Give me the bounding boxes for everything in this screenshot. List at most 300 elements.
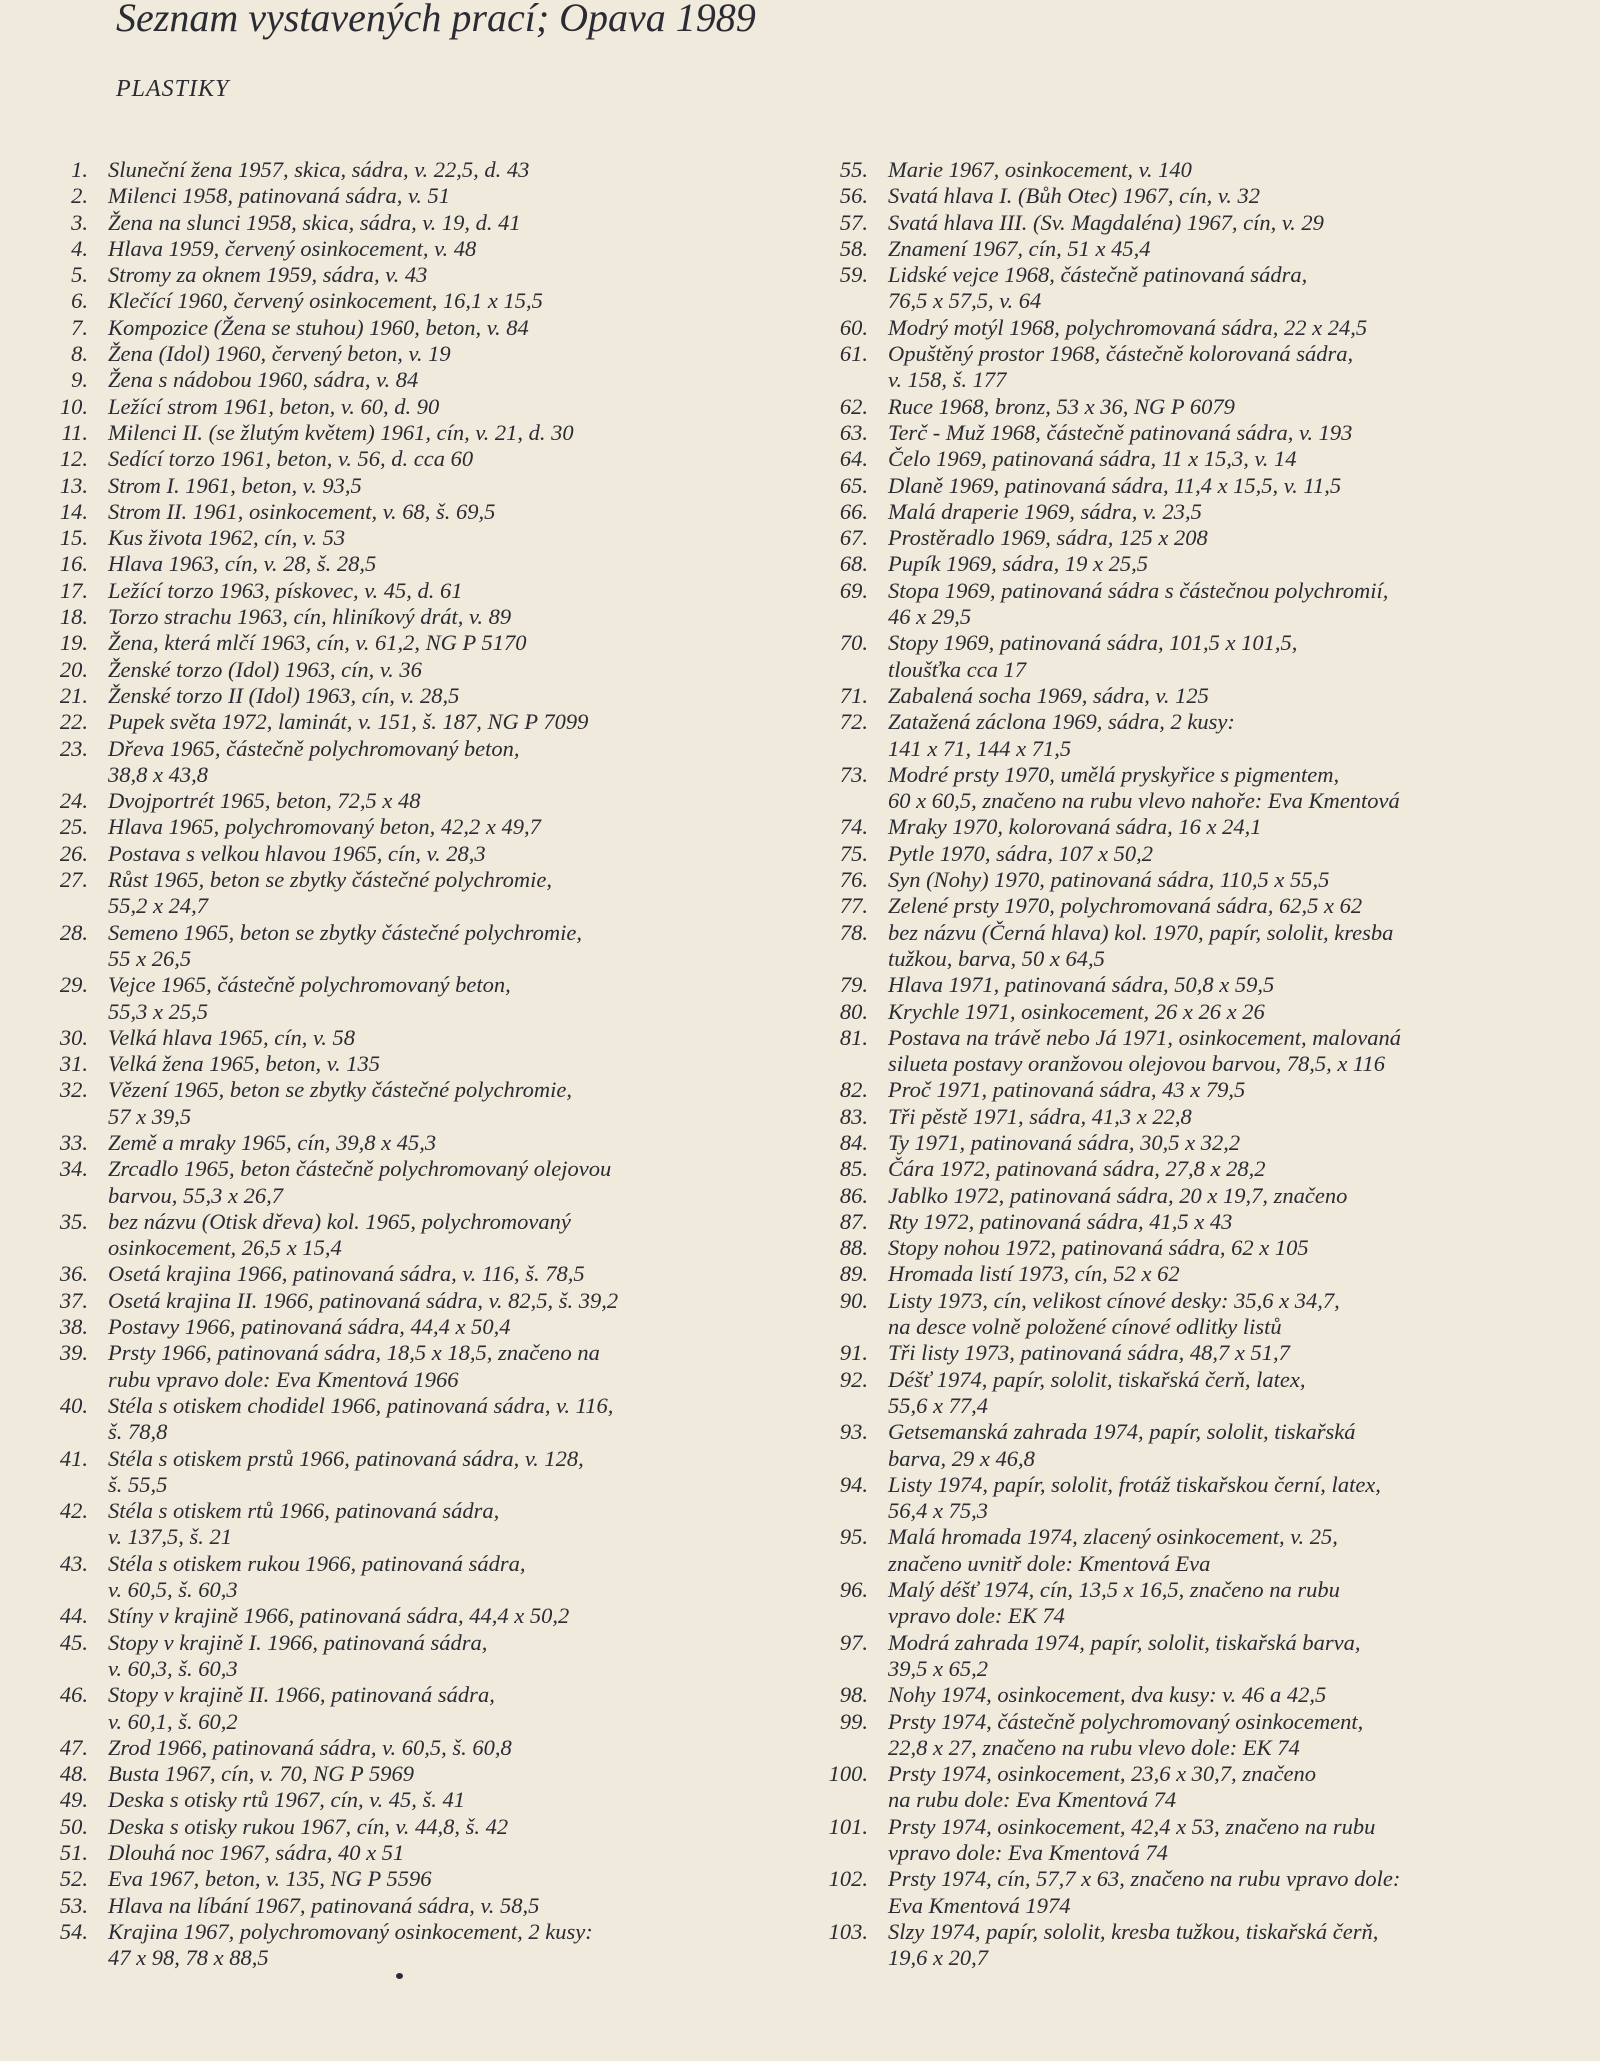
entry-text: Tři pěstě 1971, sádra, 41,3 x 22,8 bbox=[888, 1103, 1192, 1129]
entry-text: Svatá hlava III. (Sv. Magdaléna) 1967, cín, v. 29 bbox=[888, 209, 1324, 235]
entry-number: 42. bbox=[59, 1498, 88, 1524]
list-item bbox=[810, 1761, 1570, 1814]
entry-number: 60. bbox=[839, 314, 868, 340]
entry-text: Ruce 1968, bronz, 53 x 36, NG P 6079 bbox=[888, 393, 1235, 419]
list-item bbox=[36, 1630, 776, 1683]
entry-number: 82. bbox=[839, 1077, 868, 1103]
list-item bbox=[36, 814, 776, 840]
list-item bbox=[810, 446, 1570, 472]
list-item bbox=[810, 394, 1570, 420]
entry-text: Malá draperie 1969, sádra, v. 23,5 bbox=[888, 498, 1202, 524]
entry-text: Hlava na líbání 1967, patinovaná sádra, v. 58,5 bbox=[108, 1892, 540, 1918]
entry-number: 94. bbox=[839, 1471, 868, 1497]
entry-number: 23. bbox=[59, 735, 88, 761]
entry-number: 38. bbox=[59, 1314, 88, 1340]
entry-text: Zrcadlo 1965, beton částečně polychromovaný olejovou barvou, 55,3 x 26,7 bbox=[108, 1156, 612, 1208]
entry-text: Prsty 1974, částečně polychromovaný osinkocement, 22,8 x 27, značeno na rubu vlevo dole: EK 74 bbox=[888, 1708, 1364, 1760]
entry-number: 101. bbox=[828, 1813, 868, 1839]
entry-number: 70. bbox=[839, 630, 868, 656]
list-item bbox=[810, 578, 1570, 631]
entry-text: Krajina 1967, polychromovaný osinkocement, 2 kusy: 47 x 98, 78 x 88,5 bbox=[108, 1918, 593, 1971]
entry-number: 79. bbox=[839, 972, 868, 998]
list-item bbox=[810, 210, 1570, 236]
entry-number: 59. bbox=[839, 262, 868, 288]
list-item bbox=[810, 262, 1570, 315]
entry-text: Osetá krajina 1966, patinovaná sádra, v. 116, š. 78,5 bbox=[108, 1261, 585, 1287]
entry-text: Milenci 1958, patinovaná sádra, v. 51 bbox=[108, 183, 451, 209]
entry-text: Listy 1974, papír, sololit, frotáž tiskařskou černí, latex, 56,4 x 75,3 bbox=[888, 1471, 1381, 1524]
entry-text: Postava s velkou hlavou 1965, cín, v. 28,3 bbox=[108, 840, 486, 866]
entry-number: 49. bbox=[59, 1787, 88, 1813]
list-item bbox=[36, 1446, 776, 1499]
list-item bbox=[810, 814, 1570, 840]
entry-number: 75. bbox=[839, 840, 868, 866]
entry-number: 72. bbox=[839, 709, 868, 735]
entry-text: Ležící strom 1961, beton, v. 60, d. 90 bbox=[108, 393, 440, 419]
entry-number: 30. bbox=[59, 1024, 88, 1050]
list-item bbox=[810, 1340, 1570, 1366]
entry-text: Syn (Nohy) 1970, patinovaná sádra, 110,5 x 55,5 bbox=[888, 867, 1330, 893]
entry-text: Hlava 1971, patinovaná sádra, 50,8 x 59,5 bbox=[888, 972, 1275, 998]
entry-text: Stéla s otiskem rukou 1966, patinovaná sádra, v. 60,5, š. 60,3 bbox=[108, 1550, 526, 1603]
list-item bbox=[36, 1814, 776, 1840]
entry-text: Ty 1971, patinovaná sádra, 30,5 x 32,2 bbox=[888, 1129, 1241, 1155]
entry-number: 41. bbox=[59, 1445, 88, 1471]
entry-number: 99. bbox=[839, 1708, 868, 1734]
entry-number: 16. bbox=[59, 551, 88, 577]
entry-number: 7. bbox=[71, 314, 88, 340]
ink-speck bbox=[396, 1973, 403, 1979]
entry-text: Milenci II. (se žlutým květem) 1961, cín, v. 21, d. 30 bbox=[108, 419, 574, 445]
entry-text: Žena s nádobou 1960, sádra, v. 84 bbox=[108, 367, 419, 393]
entry-number: 31. bbox=[59, 1051, 88, 1077]
entry-text: Žena na slunci 1958, skica, sádra, v. 19, d. 41 bbox=[108, 209, 521, 235]
entry-number: 5. bbox=[71, 262, 88, 288]
list-item bbox=[810, 236, 1570, 262]
list-item bbox=[36, 1893, 776, 1919]
entry-number: 54. bbox=[59, 1918, 88, 1944]
entry-number: 35. bbox=[59, 1208, 88, 1234]
entry-number: 97. bbox=[839, 1629, 868, 1655]
list-item bbox=[36, 1051, 776, 1077]
list-item bbox=[810, 1130, 1570, 1156]
entry-text: Strom II. 1961, osinkocement, v. 68, š. 69,5 bbox=[108, 498, 496, 524]
list-item bbox=[36, 1025, 776, 1051]
entry-number: 12. bbox=[59, 446, 88, 472]
entry-number: 47. bbox=[59, 1734, 88, 1760]
entry-text: Terč - Muž 1968, částečně patinovaná sádra, v. 193 bbox=[888, 419, 1353, 445]
entry-number: 87. bbox=[839, 1208, 868, 1234]
entry-text: Pupík 1969, sádra, 19 x 25,5 bbox=[888, 551, 1148, 577]
list-item bbox=[36, 551, 776, 577]
entry-text: Vejce 1965, částečně polychromovaný beton, 55,3 x 25,5 bbox=[108, 972, 511, 1024]
list-item bbox=[810, 551, 1570, 577]
list-item bbox=[810, 183, 1570, 209]
entry-number: 64. bbox=[839, 446, 868, 472]
list-item bbox=[36, 210, 776, 236]
entry-text: Ženské torzo II (Idol) 1963, cín, v. 28,5 bbox=[108, 682, 460, 708]
entry-number: 21. bbox=[59, 682, 88, 708]
list-item bbox=[36, 709, 776, 735]
entry-text: Torzo strachu 1963, cín, hliníkový drát, v. 89 bbox=[108, 604, 512, 630]
entry-number: 24. bbox=[59, 788, 88, 814]
list-item bbox=[36, 657, 776, 683]
list-item bbox=[810, 683, 1570, 709]
list-item bbox=[810, 1025, 1570, 1078]
list-item bbox=[36, 604, 776, 630]
list-item bbox=[810, 1367, 1570, 1420]
entry-number: 68. bbox=[839, 551, 868, 577]
entry-text: Rty 1972, patinovaná sádra, 41,5 x 43 bbox=[888, 1208, 1233, 1234]
entry-number: 83. bbox=[839, 1103, 868, 1129]
entry-number: 96. bbox=[839, 1577, 868, 1603]
list-item bbox=[810, 762, 1570, 815]
entry-number: 71. bbox=[839, 682, 868, 708]
list-item bbox=[36, 367, 776, 393]
list-item bbox=[810, 1524, 1570, 1577]
list-item bbox=[36, 1498, 776, 1551]
entry-text: Prostěradlo 1969, sádra, 125 x 208 bbox=[888, 525, 1208, 551]
list-item bbox=[36, 288, 776, 314]
entry-number: 48. bbox=[59, 1761, 88, 1787]
entry-number: 90. bbox=[839, 1287, 868, 1313]
entry-text: Stéla s otiskem prstů 1966, patinovaná sádra, v. 128, š. 55,5 bbox=[108, 1445, 584, 1497]
list-item bbox=[810, 1156, 1570, 1182]
entry-text: Jablko 1972, patinovaná sádra, 20 x 19,7, značeno bbox=[888, 1182, 1348, 1208]
entry-text: Dvojportrét 1965, beton, 72,5 x 48 bbox=[108, 788, 421, 814]
entry-text: Stéla s otiskem chodidel 1966, patinovaná sádra, v. 116, š. 78,8 bbox=[108, 1392, 614, 1445]
list-item bbox=[36, 683, 776, 709]
list-item bbox=[810, 630, 1570, 683]
list-item bbox=[810, 1814, 1570, 1867]
entry-text: Pupek světa 1972, laminát, v. 151, š. 187, NG P 7099 bbox=[108, 709, 589, 735]
entry-number: 78. bbox=[839, 919, 868, 945]
entry-number: 62. bbox=[839, 393, 868, 419]
entry-number: 53. bbox=[59, 1892, 88, 1918]
list-item bbox=[36, 1209, 776, 1262]
entry-text: Znamení 1967, cín, 51 x 45,4 bbox=[888, 235, 1151, 261]
entry-text: Dřeva 1965, částečně polychromovaný beton, 38,8 x 43,8 bbox=[108, 735, 520, 787]
entry-text: Stíny v krajině 1966, patinovaná sádra, 44,4 x 50,2 bbox=[108, 1603, 570, 1629]
entry-text: Hlava 1959, červený osinkocement, v. 48 bbox=[108, 235, 477, 261]
entry-text: Déšť 1974, papír, sololit, tiskařská čerň, latex, 55,6 x 77,4 bbox=[888, 1366, 1306, 1418]
list-item bbox=[36, 1393, 776, 1446]
list-item bbox=[36, 315, 776, 341]
entry-text: Hromada listí 1973, cín, 52 x 62 bbox=[888, 1261, 1180, 1287]
list-item bbox=[810, 1104, 1570, 1130]
entry-text: Zrod 1966, patinovaná sádra, v. 60,5, š. 60,8 bbox=[108, 1734, 512, 1760]
entry-number: 98. bbox=[839, 1682, 868, 1708]
list-item bbox=[810, 1866, 1570, 1919]
entry-number: 66. bbox=[839, 498, 868, 524]
entry-text: Osetá krajina II. 1966, patinovaná sádra, v. 82,5, š. 39,2 bbox=[108, 1287, 619, 1313]
entry-number: 32. bbox=[59, 1077, 88, 1103]
entry-text: Sedící torzo 1961, beton, v. 56, d. cca 60 bbox=[108, 446, 474, 472]
entry-text: Stromy za oknem 1959, sádra, v. 43 bbox=[108, 262, 428, 288]
list-item bbox=[810, 893, 1570, 919]
entry-number: 2. bbox=[71, 183, 88, 209]
left-column-list bbox=[36, 157, 776, 1971]
entry-text: Listy 1973, cín, velikost cínové desky: 35,6 x 34,7, na desce volně položené cínové odlitky listů bbox=[888, 1287, 1340, 1340]
list-item bbox=[810, 525, 1570, 551]
list-item bbox=[810, 841, 1570, 867]
entry-number: 86. bbox=[839, 1182, 868, 1208]
entry-number: 80. bbox=[839, 998, 868, 1024]
entry-text: Deska s otisky rukou 1967, cín, v. 44,8, š. 42 bbox=[108, 1813, 509, 1839]
list-item bbox=[810, 1209, 1570, 1235]
entry-number: 9. bbox=[71, 367, 88, 393]
entry-text: Žena, která mlčí 1963, cín, v. 61,2, NG P 5170 bbox=[108, 630, 527, 656]
entry-text: Strom I. 1961, beton, v. 93,5 bbox=[108, 472, 362, 498]
entry-text: Stéla s otiskem rtů 1966, patinovaná sádra, v. 137,5, š. 21 bbox=[108, 1498, 500, 1550]
list-item bbox=[810, 315, 1570, 341]
entry-text: Nohy 1974, osinkocement, dva kusy: v. 46 a 42,5 bbox=[888, 1682, 1327, 1708]
list-item bbox=[810, 867, 1570, 893]
entry-number: 51. bbox=[59, 1840, 88, 1865]
entry-text: Stopa 1969, patinovaná sádra s částečnou polychromií, 46 x 29,5 bbox=[888, 577, 1389, 630]
list-item bbox=[36, 1288, 776, 1314]
list-item bbox=[36, 420, 776, 446]
entry-number: 26. bbox=[59, 840, 88, 866]
entry-text: Eva 1967, beton, v. 135, NG P 5596 bbox=[108, 1866, 432, 1892]
entry-number: 14. bbox=[59, 498, 88, 524]
entry-text: Velká hlava 1965, cín, v. 58 bbox=[108, 1024, 356, 1050]
entry-number: 93. bbox=[839, 1419, 868, 1445]
list-item bbox=[36, 1919, 776, 1972]
entry-number: 45. bbox=[59, 1629, 88, 1655]
entry-number: 10. bbox=[59, 393, 88, 419]
list-item bbox=[36, 236, 776, 262]
entry-number: 4. bbox=[71, 235, 88, 261]
list-item bbox=[810, 157, 1570, 183]
list-item bbox=[36, 1314, 776, 1340]
entry-number: 52. bbox=[59, 1866, 88, 1892]
entry-text: Kompozice (Žena se stuhou) 1960, beton, v. 84 bbox=[108, 314, 529, 340]
entry-number: 76. bbox=[839, 867, 868, 893]
list-item bbox=[36, 1735, 776, 1761]
entry-number: 102. bbox=[828, 1866, 868, 1892]
entry-text: Opuštěný prostor 1968, částečně kolorovaná sádra, v. 158, š. 177 bbox=[888, 341, 1354, 393]
entry-text: Čelo 1969, patinovaná sádra, 11 x 15,3, v. 14 bbox=[888, 446, 1297, 472]
list-item bbox=[810, 499, 1570, 525]
entry-number: 13. bbox=[59, 472, 88, 498]
entry-number: 65. bbox=[839, 472, 868, 498]
entry-number: 39. bbox=[59, 1340, 88, 1366]
list-item bbox=[36, 183, 776, 209]
list-item bbox=[810, 972, 1570, 998]
entry-number: 37. bbox=[59, 1287, 88, 1313]
list-item bbox=[810, 1235, 1570, 1261]
entry-number: 100. bbox=[828, 1761, 868, 1787]
entry-number: 61. bbox=[839, 341, 868, 367]
page-title: Seznam vystavených prací; Opava 1989 bbox=[116, 0, 756, 40]
list-item bbox=[810, 709, 1570, 762]
list-item bbox=[36, 841, 776, 867]
entry-number: 55. bbox=[839, 157, 868, 182]
entry-text: Semeno 1965, beton se zbytky částečné polychromie, 55 x 26,5 bbox=[108, 919, 583, 971]
entry-number: 8. bbox=[71, 341, 88, 367]
entry-number: 29. bbox=[59, 972, 88, 998]
entry-text: Postava na trávě nebo Já 1971, osinkocement, malovaná silueta postavy oranžovou olejovou barvou, 78,5, x 116 bbox=[888, 1024, 1402, 1077]
entry-number: 73. bbox=[839, 761, 868, 787]
list-item bbox=[810, 420, 1570, 446]
entry-number: 88. bbox=[839, 1235, 868, 1261]
entry-number: 84. bbox=[839, 1129, 868, 1155]
list-item bbox=[36, 1603, 776, 1629]
entry-number: 81. bbox=[839, 1024, 868, 1050]
entry-text: Země a mraky 1965, cín, 39,8 x 45,3 bbox=[108, 1129, 437, 1155]
entry-number: 50. bbox=[59, 1813, 88, 1839]
list-item bbox=[36, 736, 776, 789]
entry-text: Lidské vejce 1968, částečně patinovaná sádra, 76,5 x 57,5, v. 64 bbox=[888, 262, 1308, 314]
entry-number: 3. bbox=[71, 209, 88, 235]
entry-text: Krychle 1971, osinkocement, 26 x 26 x 26 bbox=[888, 998, 1265, 1024]
list-item bbox=[36, 1130, 776, 1156]
entry-text: Stopy v krajině II. 1966, patinovaná sádra, v. 60,1, š. 60,2 bbox=[108, 1682, 495, 1734]
list-item bbox=[810, 1709, 1570, 1762]
entry-number: 19. bbox=[59, 630, 88, 656]
entry-text: Malý déšť 1974, cín, 13,5 x 16,5, značeno na rubu vpravo dole: EK 74 bbox=[888, 1577, 1340, 1629]
entry-text: Zelené prsty 1970, polychromovaná sádra, 62,5 x 62 bbox=[888, 893, 1363, 919]
list-item bbox=[36, 1682, 776, 1735]
list-item bbox=[36, 972, 776, 1025]
list-item bbox=[810, 999, 1570, 1025]
entry-text: Zabalená socha 1969, sádra, v. 125 bbox=[888, 682, 1209, 708]
list-item bbox=[36, 525, 776, 551]
entry-number: 6. bbox=[71, 288, 88, 314]
entry-text: Prsty 1974, cín, 57,7 x 63, značeno na rubu vpravo dole: Eva Kmentová 1974 bbox=[888, 1866, 1401, 1918]
list-item bbox=[36, 499, 776, 525]
entry-text: Kus života 1962, cín, v. 53 bbox=[108, 525, 346, 551]
entry-text: Postavy 1966, patinovaná sádra, 44,4 x 50,4 bbox=[108, 1314, 511, 1340]
entry-text: Svatá hlava I. (Bůh Otec) 1967, cín, v. 32 bbox=[888, 183, 1260, 209]
entry-number: 11. bbox=[61, 419, 88, 445]
entry-text: Prsty 1966, patinovaná sádra, 18,5 x 18,5, značeno na rubu vpravo dole: Eva Kmentová 1966 bbox=[108, 1340, 600, 1392]
entry-text: Stopy nohou 1972, patinovaná sádra, 62 x 105 bbox=[888, 1235, 1309, 1261]
entry-number: 91. bbox=[839, 1340, 868, 1366]
list-item bbox=[36, 262, 776, 288]
entry-number: 28. bbox=[59, 919, 88, 945]
entry-text: Ženské torzo (Idol) 1963, cín, v. 36 bbox=[108, 656, 422, 682]
entry-text: Marie 1967, osinkocement, v. 140 bbox=[888, 157, 1192, 182]
entry-number: 1. bbox=[71, 157, 88, 182]
entry-number: 18. bbox=[59, 604, 88, 630]
list-item bbox=[36, 1077, 776, 1130]
entry-number: 17. bbox=[59, 577, 88, 603]
entry-text: Proč 1971, patinovaná sádra, 43 x 79,5 bbox=[888, 1077, 1246, 1103]
list-item bbox=[36, 630, 776, 656]
entry-number: 22. bbox=[59, 709, 88, 735]
list-item bbox=[36, 394, 776, 420]
list-item bbox=[810, 1577, 1570, 1630]
list-item bbox=[810, 1630, 1570, 1683]
entry-number: 103. bbox=[828, 1918, 868, 1944]
list-item bbox=[810, 1419, 1570, 1472]
entry-text: Vězení 1965, beton se zbytky částečné polychromie, 57 x 39,5 bbox=[108, 1077, 573, 1129]
entry-text: Čára 1972, patinovaná sádra, 27,8 x 28,2 bbox=[888, 1156, 1266, 1182]
entry-text: Modrá zahrada 1974, papír, sololit, tiskařská barva, 39,5 x 65,2 bbox=[888, 1629, 1361, 1681]
entry-number: 34. bbox=[59, 1156, 88, 1182]
entry-number: 85. bbox=[839, 1156, 868, 1182]
list-item bbox=[810, 1077, 1570, 1103]
list-item bbox=[810, 1682, 1570, 1708]
entry-text: Velká žena 1965, beton, v. 135 bbox=[108, 1051, 381, 1077]
entry-text: Klečící 1960, červený osinkocement, 16,1 x 15,5 bbox=[108, 288, 543, 314]
list-item bbox=[36, 1787, 776, 1813]
entry-number: 67. bbox=[839, 525, 868, 551]
list-item bbox=[36, 1840, 776, 1866]
list-item bbox=[36, 341, 776, 367]
entry-text: Getsemanská zahrada 1974, papír, sololit, tiskařská barva, 29 x 46,8 bbox=[888, 1419, 1356, 1471]
list-item bbox=[36, 473, 776, 499]
entry-text: bez názvu (Otisk dřeva) kol. 1965, polychromovaný osinkocement, 26,5 x 15,4 bbox=[108, 1208, 571, 1261]
entry-number: 44. bbox=[59, 1603, 88, 1629]
entry-number: 40. bbox=[59, 1392, 88, 1418]
entry-text: Ležící torzo 1963, pískovec, v. 45, d. 61 bbox=[108, 577, 463, 603]
right-column-list bbox=[810, 157, 1570, 1971]
entry-number: 77. bbox=[839, 893, 868, 919]
entry-number: 74. bbox=[839, 814, 868, 840]
list-item bbox=[810, 1183, 1570, 1209]
list-item bbox=[810, 1919, 1570, 1972]
entry-number: 56. bbox=[839, 183, 868, 209]
list-item bbox=[36, 1761, 776, 1787]
entry-text: Deska s otisky rtů 1967, cín, v. 45, š. 41 bbox=[108, 1787, 466, 1813]
entry-text: Hlava 1963, cín, v. 28, š. 28,5 bbox=[108, 551, 377, 577]
list-item bbox=[36, 920, 776, 973]
entry-text: Sluneční žena 1957, skica, sádra, v. 22,5, d. 43 bbox=[108, 157, 530, 182]
entry-number: 57. bbox=[839, 209, 868, 235]
entry-text: Malá hromada 1974, zlacený osinkocement, v. 25, značeno uvnitř dole: Kmentová Eva bbox=[888, 1524, 1338, 1576]
entry-number: 89. bbox=[839, 1261, 868, 1287]
entry-text: Pytle 1970, sádra, 107 x 50,2 bbox=[888, 840, 1153, 866]
entry-number: 46. bbox=[59, 1682, 88, 1708]
list-item bbox=[810, 1472, 1570, 1525]
entry-number: 33. bbox=[59, 1129, 88, 1155]
list-item bbox=[36, 867, 776, 920]
entry-number: 15. bbox=[59, 525, 88, 551]
list-item bbox=[810, 1288, 1570, 1341]
entry-text: Tři listy 1973, patinovaná sádra, 48,7 x 51,7 bbox=[888, 1340, 1290, 1366]
entry-number: 92. bbox=[839, 1366, 868, 1392]
entry-text: Stopy v krajině I. 1966, patinovaná sádra, v. 60,3, š. 60,3 bbox=[108, 1629, 488, 1681]
entry-text: Žena (Idol) 1960, červený beton, v. 19 bbox=[108, 341, 451, 367]
list-item bbox=[36, 1156, 776, 1209]
list-item bbox=[810, 1261, 1570, 1287]
entry-text: Prsty 1974, osinkocement, 42,4 x 53, značeno na rubu vpravo dole: Eva Kmentová 74 bbox=[888, 1813, 1376, 1865]
entry-text: Mraky 1970, kolorovaná sádra, 16 x 24,1 bbox=[888, 814, 1262, 840]
entry-text: Modrý motýl 1968, polychromovaná sádra, 22 x 24,5 bbox=[888, 314, 1368, 340]
entry-number: 43. bbox=[59, 1550, 88, 1576]
list-item bbox=[36, 446, 776, 472]
list-item bbox=[36, 578, 776, 604]
entry-number: 69. bbox=[839, 577, 868, 603]
entry-text: Prsty 1974, osinkocement, 23,6 x 30,7, značeno na rubu dole: Eva Kmentová 74 bbox=[888, 1761, 1317, 1813]
entry-text: Stopy 1969, patinovaná sádra, 101,5 x 101,5, tloušťka cca 17 bbox=[888, 630, 1298, 682]
entry-text: Dlaně 1969, patinovaná sádra, 11,4 x 15,5, v. 11,5 bbox=[888, 472, 1342, 498]
entry-text: Hlava 1965, polychromovaný beton, 42,2 x 49,7 bbox=[108, 814, 541, 840]
list-item bbox=[36, 788, 776, 814]
entry-text: Modré prsty 1970, umělá pryskyřice s pigmentem, 60 x 60,5, značeno na rubu vlevo nahoře: Eva Kmentová bbox=[888, 761, 1400, 814]
entry-text: Busta 1967, cín, v. 70, NG P 5969 bbox=[108, 1761, 415, 1787]
list-item bbox=[810, 473, 1570, 499]
entry-text: bez názvu (Černá hlava) kol. 1970, papír, sololit, kresba tužkou, barva, 50 x 64,5 bbox=[888, 919, 1394, 971]
list-item bbox=[36, 157, 776, 183]
list-item bbox=[36, 1340, 776, 1393]
entry-number: 20. bbox=[59, 656, 88, 682]
entry-number: 36. bbox=[59, 1261, 88, 1287]
entry-text: Růst 1965, beton se zbytky částečné polychromie, 55,2 x 24,7 bbox=[108, 867, 553, 919]
